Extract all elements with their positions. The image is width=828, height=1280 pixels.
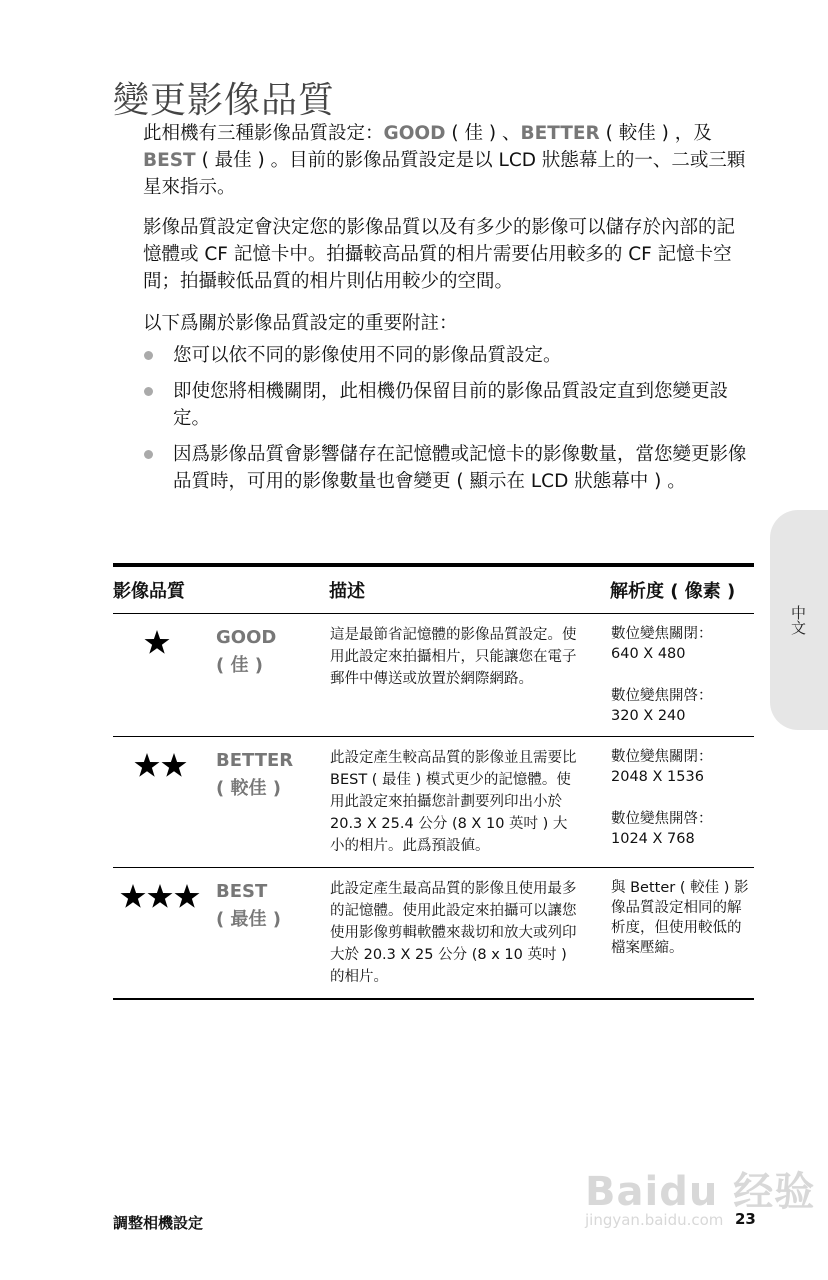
resolution-value: 2048 X 1536 [611, 769, 704, 785]
star-icon [114, 628, 214, 658]
bullet-icon [144, 351, 153, 360]
header-resolution: 解析度 ( 像素 ) [610, 565, 754, 614]
quality-description: 此設定產生較高品質的影像並且需要比 BEST ( 最佳 ) 模式更少的記憶體。使用此設定來拍攝您計劃要列印出小於 20.3 X 25.4 公分 (8 X 10 英吋 ) 大小的相片。此爲預設値。 [329, 737, 610, 868]
quality-resolution [610, 737, 754, 868]
list-item [143, 441, 753, 495]
quality-table [113, 563, 754, 1000]
quality-name [215, 737, 329, 868]
quality-name-text: BETTER [216, 750, 294, 771]
resolution-value: 1024 X 768 [611, 831, 695, 847]
intro-paragraph-2: 影像品質設定會決定您的影像品質以及有多少的影像可以儲存於內部的記憶體或 CF 記憶卡中。拍攝較高品質的相片需要佔用較多的 CF 記憶卡空間；拍攝較低品質的相片則佔用較少的空間。 [143, 217, 736, 292]
list-item [143, 342, 753, 369]
quality-name-text: BEST [216, 881, 268, 902]
quality-name-sub: ( 最佳 ) [216, 909, 281, 930]
watermark-brand: Baidu 经验 [585, 1169, 816, 1215]
quality-better-label: BETTER [520, 123, 600, 144]
list-item [143, 378, 753, 432]
quality-name-text: GOOD [216, 627, 277, 648]
intro-text: ( 最佳 ) 。目前的影像品質設定是以 LCD 狀態幕上的一、二或三顆星來指示。 [143, 150, 746, 198]
quality-good-label: GOOD [383, 123, 446, 144]
language-tab [770, 510, 828, 730]
resolution-label: 數位變焦開啓： [611, 811, 713, 827]
resolution-label: 數位變焦關閉： [611, 626, 713, 642]
resolution-label: 數位變焦開啓： [611, 688, 713, 704]
notes-list [143, 342, 753, 504]
intro-text: ( 佳 ) 、 [445, 123, 521, 144]
star-icon [114, 882, 214, 912]
list-item-text: 即使您將相機關閉，此相機仍保留目前的影像品質設定直到您變更設定。 [173, 381, 729, 429]
resolution-value: 320 X 240 [611, 708, 686, 724]
intro-paragraph-3: 以下爲關於影像品質設定的重要附註： [143, 313, 458, 334]
quality-name [215, 868, 329, 1000]
rating-three-stars [113, 868, 215, 1000]
rating-two-stars [113, 737, 215, 868]
page-title: 變更影像品質 [113, 80, 336, 121]
quality-name-sub: ( 佳 ) [216, 655, 263, 676]
intro-paragraph-1 [143, 120, 753, 201]
quality-name [215, 614, 329, 737]
header-quality: 影像品質 [113, 565, 329, 614]
resolution-value: 640 X 480 [611, 646, 686, 662]
star-icon [114, 751, 214, 781]
table-header-row [113, 565, 754, 614]
quality-resolution-note: 與 Better ( 較佳 ) 影像品質設定相同的解析度，但使用較低的檔案壓縮。 [610, 868, 754, 1000]
watermark-url: jingyan.baidu.com [585, 1211, 724, 1229]
table-row [113, 614, 754, 737]
quality-description: 此設定產生最高品質的影像且使用最多的記憶體。使用此設定來拍攝可以讓您使用影像剪輯軟體來裁切和放大或列印大於 20.3 X 25 公分 (8 x 10 英吋 ) 的相片。 [329, 868, 610, 1000]
list-item-text: 因爲影像品質會影響儲存在記憶體或記憶卡的影像數量，當您變更影像品質時，可用的影像數量也會變更 ( 顯示在 LCD 狀態幕中 ) 。 [173, 444, 747, 492]
footer-section-title: 調整相機設定 [113, 1214, 204, 1232]
quality-resolution [610, 614, 754, 737]
rating-one-star [113, 614, 215, 737]
language-tab-label: 中文 [789, 605, 807, 635]
header-description: 描述 [329, 565, 610, 614]
page-number: 23 [735, 1210, 756, 1228]
intro-text: ( 較佳 ) ，及 [599, 123, 712, 144]
bullet-icon [144, 450, 153, 459]
table-row [113, 868, 754, 1000]
quality-description: 這是最節省記憶體的影像品質設定。使用此設定來拍攝相片，只能讓您在電子郵件中傳送或放置於網際網路。 [329, 614, 610, 737]
list-item-text: 您可以依不同的影像使用不同的影像品質設定。 [173, 345, 562, 366]
quality-best-label: BEST [143, 150, 196, 171]
resolution-label: 數位變焦關閉： [611, 749, 713, 765]
watermark [585, 1160, 815, 1229]
intro-text: 此相機有三種影像品質設定： [143, 123, 384, 144]
quality-name-sub: ( 較佳 ) [216, 778, 281, 799]
table-row [113, 737, 754, 868]
bullet-icon [144, 387, 153, 396]
